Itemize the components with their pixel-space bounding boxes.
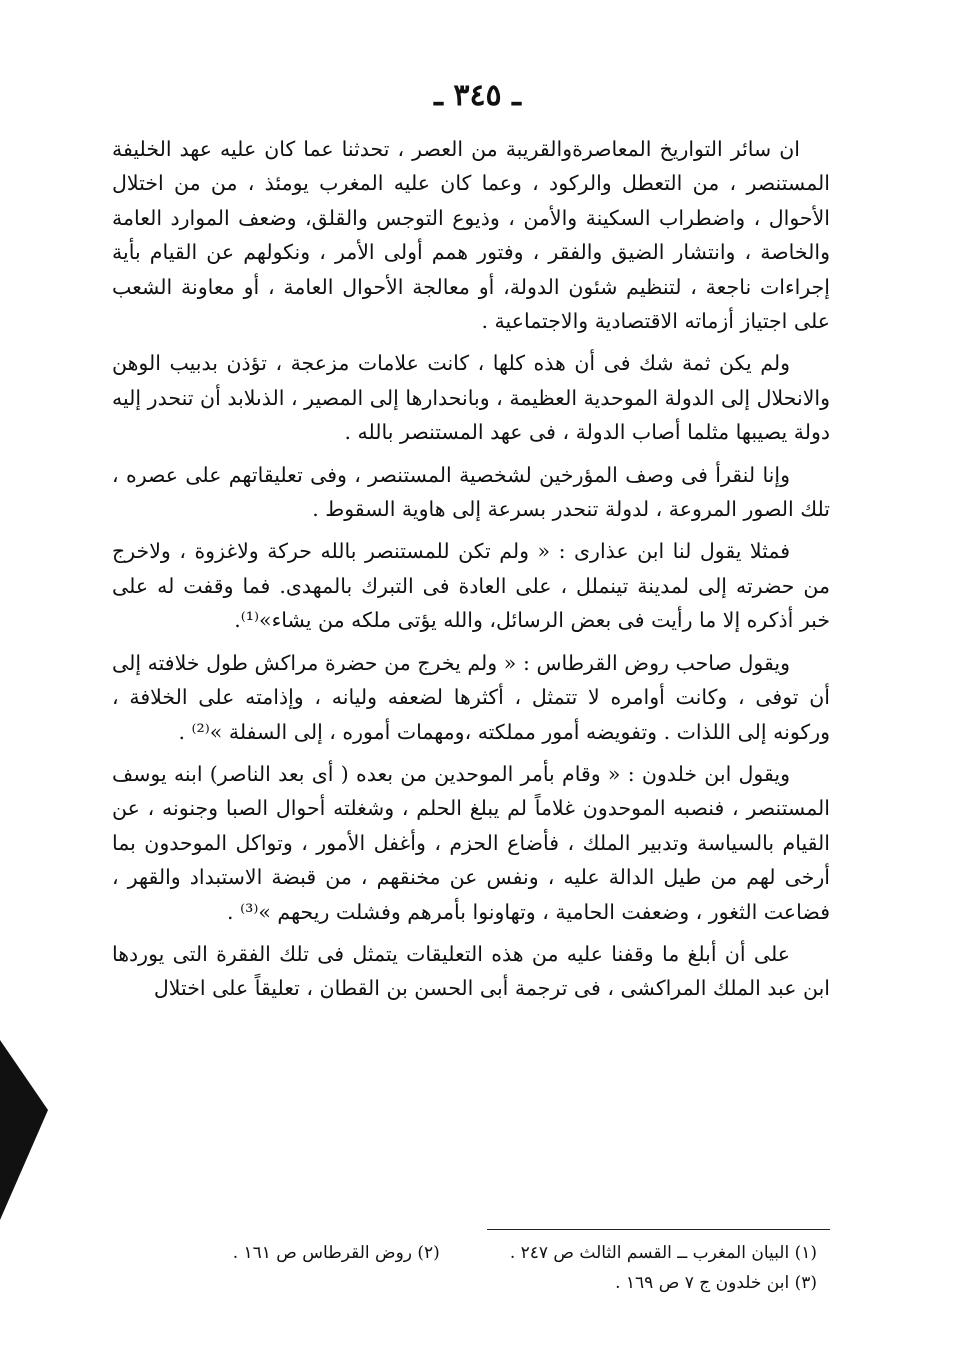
footnote-row-1: [112, 1238, 817, 1268]
paragraph-2: ولم يكن ثمة شك فى أن هذه كلها ، كانت علامات مزعجة ، تؤذن بدبيب الوهن والانحلال إلى الدولة الموحدية العظيمة ، وبانحدارها إلى المصير ، الذىلابد أن تنحدر إليه دولة يصيبها مثلما أصاب الدولة ، فى عهد المستنصر بالله .: [112, 351, 830, 445]
paragraph-7: على أن أبلغ ما وقفنا عليه من هذه التعليقات يتمثل فى تلك الفقرة التى يوردها ابن عبد الملك المراكشى ، فى ترجمة أبى الحسن بن القطان ، تعليقاً على اختلال: [112, 941, 830, 1001]
page-number: ـ ٣٤٥ ـ: [434, 78, 521, 113]
paragraph-6: ويقول ابن خلدون : « وقام بأمر الموحدين من بعده ( أى بعد الناصر) ابنه يوسف المستنصر ، فنصبه الموحدون غلاماً لم يبلغ الحلم ، وشغلته أحوال الصبا وجنونه ، عن القيام بالسياسة وتدبير الملك ، فأضاع الحزم ، وأغفل الأمور ، وتواكل الموحدون بما أرخى لهم من طيل الدالة عليه ، ونفس عن مخنقهم ، من قبضة الاستبداد والقهر ، فضاعت الثغور ، وضعفت الحامية ، وتهاونوا بأمرهم وفشلت ريحهم »⁽³⁾ .: [112, 761, 830, 924]
paragraph-5: ويقول صاحب روض القرطاس : « ولم يخرج من حضرة مراكش طول خلافته إلى أن توفى ، وكانت أوامره لا تتمثل ، أكثرها لضعفه وليانه ، وإذامته على الخلافة ، وركونه إلى اللذات . وتفويضه أمور مملكته ،ومهمات أموره ، إلى السفلة »⁽²⁾ .: [112, 650, 830, 744]
scan-edge-shadow: [0, 1040, 48, 1220]
paragraph-3: وإنا لنقرأ فى وصف المؤرخين لشخصية المستنصر ، وفى تعليقاتهم على عصره ، تلك الصور المروعة ، لدولة تنحدر بسرعة إلى هاوية السقوط .: [112, 462, 830, 522]
main-text: [112, 132, 830, 1014]
footnote-1: (١) البيان المغرب ــ القسم الثالث ص ٢٤٧ .: [509, 1243, 817, 1263]
footnote-2: (٢) روض القرطاس ص ١٦١ .: [232, 1243, 440, 1263]
paragraph-1: ان سائر التواريخ المعاصرةوالقريبة من العصر ، تحدثنا عما كان عليه عهد الخليفة المستنصر ، من التعطل والركود ، وعما كان عليه المغرب يومئذ ، من من اختلال الأحوال ، واضطراب السكينة والأمن ، وذيوع التوجس والقلق، وضعف الموارد العامة والخاصة ، وانتشار الضيق والفقر ، وفتور همم أولى الأمر ، ونكولهم عن القيام بأية إجراءات ناجعة ، لتنظيم شئون الدولة، أو معالجة الأحوال العامة ، أو معاونة الشعب على اجتياز أزماته الاقتصادية والاجتماعية .: [112, 137, 830, 334]
footnote-divider: [487, 1229, 830, 1230]
footnote-3: (٣) ابن خلدون ج ٧ ص ١٦٩ .: [615, 1273, 817, 1293]
paragraph-4: فمثلا يقول لنا ابن عذارى : « ولم تكن للمستنصر بالله حركة ولاغزوة ، ولاخرج من حضرته إلى لمدينة تينملل ، على العادة فى التبرك بالمهدى. فما وقفت له على خبر أذكره إلا ما رأيت فى بعض الرسائل، والله يؤتى ملكه من يشاء»⁽¹⁾.: [112, 539, 830, 633]
footnote-row-2: [112, 1268, 817, 1298]
footnotes: [112, 1238, 817, 1298]
